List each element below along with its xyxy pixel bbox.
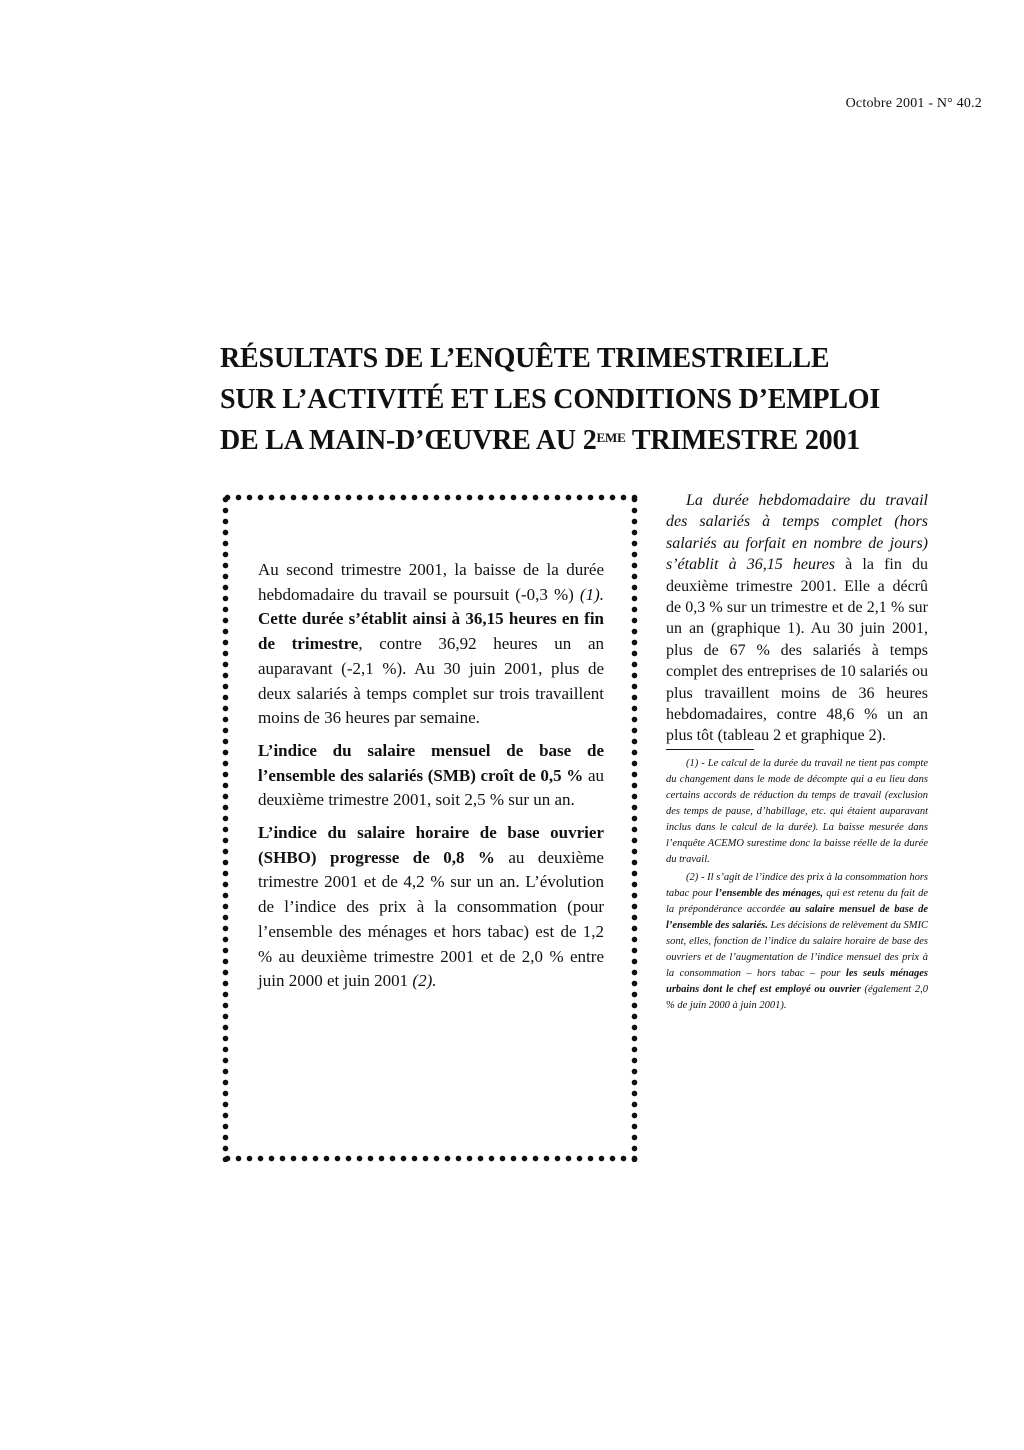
title-line-1: RÉSULTATS DE L’ENQUÊTE TRIMESTRIELLE <box>220 343 830 374</box>
footnote-2-bold-3: les seuls ménages urbains dont le chef est employé ou ouvrier <box>666 967 928 995</box>
title-line-2: SUR L’ACTIVITÉ ET LES CONDITIONS D’EMPLOI <box>220 384 881 415</box>
footnote-2-text-d: Les décisions de relèvement du SMIC sont, elles, fonction de l’indice du salaire horaire de base des ouvriers et de l’augmentation de l’indice mensuel des prix à la consommation – hors tabac – pour <box>666 919 928 979</box>
box-border-top <box>222 494 638 501</box>
footnote-2-text-e: (également 2,0 % de juin 2000 à juin 2001). <box>666 983 928 1011</box>
box-border-right <box>631 494 638 1162</box>
summary-p3-rest: au deuxième trimestre 2001 et de 4,2 % sur un an. L’évolution de l’indice des prix à la consommation (pour l’ensemble des ménages et hors tabac) est de 1,2 % au deuxième trimestre 2001 et de 2,0 % entre juin 2000 et juin 2001 <box>258 847 604 991</box>
box-border-left <box>222 494 229 1162</box>
footnote-ref-2: (2). <box>412 971 437 991</box>
summary-p1-text: Au second trimestre 2001, la baisse de la durée hebdomadaire du travail se poursuit (-0,3 %) <box>258 560 604 604</box>
summary-text <box>258 558 604 1002</box>
footnote-rule <box>666 749 754 750</box>
summary-p2-bold: L’indice du salaire mensuel de base de l’ensemble des salariés (SMB) croît de 0,5 % <box>258 740 604 785</box>
footnote-2 <box>666 870 928 1014</box>
title-line-3-end: TRIMESTRE 2001 <box>625 425 861 456</box>
summary-p1-bold: Cette durée s’établit ainsi à 36,15 heures en fin de trimestre <box>258 609 604 654</box>
footnote-2-text-a: (2) - Il s’agit de l’indice des prix à la consommation hors tabac pour <box>666 871 928 899</box>
side-column <box>666 490 928 1016</box>
summary-p2-rest: au deuxième trimestre 2001, soit 2,5 % sur un an. <box>258 765 604 810</box>
footnote-2-text-c: qui est retenu du fait de la prépondérance accordée <box>666 887 928 915</box>
summary-paragraph-1 <box>258 558 604 731</box>
footnote-1: (1) - Le calcul de la durée du travail ne tient pas compte du changement dans le mode de décompte qui a eu lieu dans certains accords de réduction du temps de travail (exclusion des temps de pause, d’habillage, etc. qui étaient auparavant inclus dans le calcul de la durée). La baisse mesurée dans l’enquête ACEMO surestime donc la baisse réelle de la durée du travail. <box>666 757 928 865</box>
footnote-ref-1: (1). <box>579 584 604 604</box>
side-intro-rest: à la fin du deuxième trimestre 2001. Elle a décrû de 0,3 % sur un trimestre et de 2,1 % sur un an (graphique 1). Au 30 juin 2001, plus de 67 % des salariés à temps complet des entreprises de 10 salariés ou plus travaillent moins de 36 heures hebdomadaires, contre 48,6 % un an plus tôt (tableau 2 et graphique 2). <box>666 556 929 745</box>
footnote-2-bold-1: l’ensemble des ménages, <box>715 887 824 899</box>
page-title <box>220 338 940 461</box>
footnote-2-bold-2: au salaire mensuel de base de l’ensemble des salariés. <box>666 903 928 931</box>
side-intro-italic: La durée hebdomadaire du travail des salariés à temps complet (hors salariés au forfait en nombre de jours) s’établit à 36,15 heures <box>666 492 928 574</box>
summary-paragraph-3 <box>258 821 604 994</box>
box-border-bottom <box>222 1155 638 1162</box>
footnotes <box>666 756 928 1014</box>
summary-p3-bold: L’indice du salaire horaire de base ouvrier (SHBO) progresse de 0,8 % <box>258 823 604 867</box>
summary-p1-rest: , contre 36,92 heures un an auparavant (-2,1 %). Au 30 juin 2001, plus de deux salariés à temps complet sur trois travaillent moins de 36 heures par semaine. <box>258 634 605 728</box>
side-paragraph <box>666 490 928 747</box>
title-superscript: EME <box>596 430 626 445</box>
summary-paragraph-2 <box>258 739 604 813</box>
title-line-3-main: DE LA MAIN-D’ŒUVRE AU 2 <box>220 425 597 456</box>
summary-box <box>222 494 638 1162</box>
issue-number: Octobre 2001 - N° 40.2 <box>845 96 982 111</box>
title-line-3 <box>220 420 940 461</box>
